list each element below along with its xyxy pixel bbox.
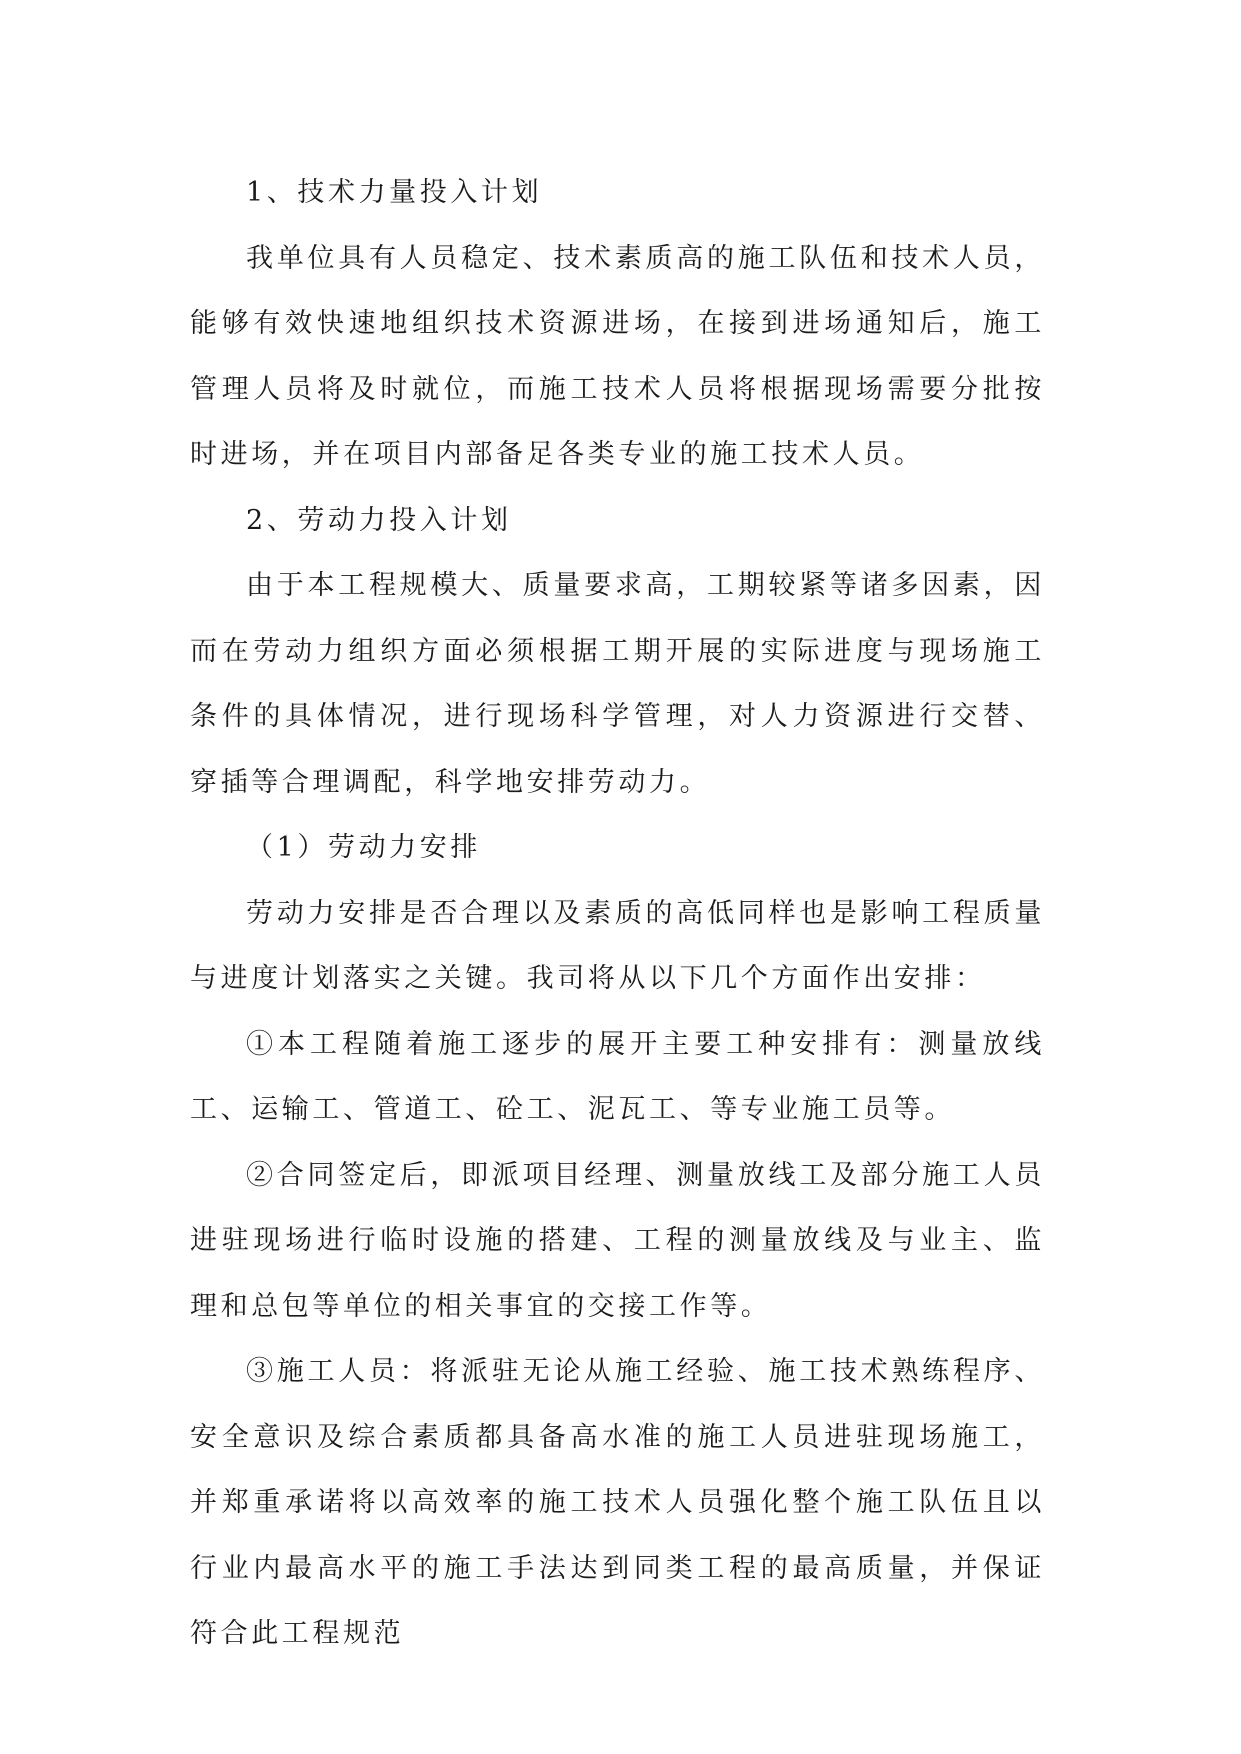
paragraph-technical-staff: 我单位具有人员稳定、技术素质高的施工队伍和技术人员，能够有效快速地组织技术资源进场，在接到进场通知后，施工管理人员将及时就位，而施工技术人员将根据现场需要分批按时进场，并在项目内部备足各类专业的施工技术人员。 [190, 242, 1045, 470]
list-item-2: ②合同签定后，即派项目经理、测量放线工及部分施工人员进驻现场进行临时设施的搭建、工程的测量放线及与业主、监理和总包等单位的相关事宜的交接工作等。 [190, 1159, 1045, 1322]
section-heading-labor-plan: 2、劳动力投入计划 [246, 504, 512, 536]
paragraph-labor-organization: 由于本工程规模大、质量要求高，工期较紧等诸多因素，因而在劳动力组织方面必须根据工期开展的实际进度与现场施工条件的具体情况，进行现场科学管理，对人力资源进行交替、穿插等合理调配，科学地安排劳动力。 [190, 570, 1045, 798]
list-item-1: ①本工程随着施工逐步的展开主要工种安排有：测量放线工、运输工、管道工、砼工、泥瓦工、等专业施工员等。 [190, 1028, 1045, 1125]
paragraph-labor-arrangement-intro: 劳动力安排是否合理以及素质的高低同样也是影响工程质量与进度计划落实之关键。我司将从以下几个方面作出安排： [190, 897, 1045, 994]
list-item-3: ③施工人员：将派驻无论从施工经验、施工技术熟练程序、安全意识及综合素质都具备高水准的施工人员进驻现场施工，并郑重承诺将以高效率的施工技术人员强化整个施工队伍且以行业内最高水平的施工手法达到同类工程的最高质量，并保证符合此工程规范 [190, 1356, 1045, 1649]
document-body [190, 160, 1045, 1667]
section-heading-technical-plan: 1、技术力量投入计划 [246, 177, 543, 208]
subsection-heading-labor-arrangement: （1）劳动力安排 [246, 832, 481, 863]
